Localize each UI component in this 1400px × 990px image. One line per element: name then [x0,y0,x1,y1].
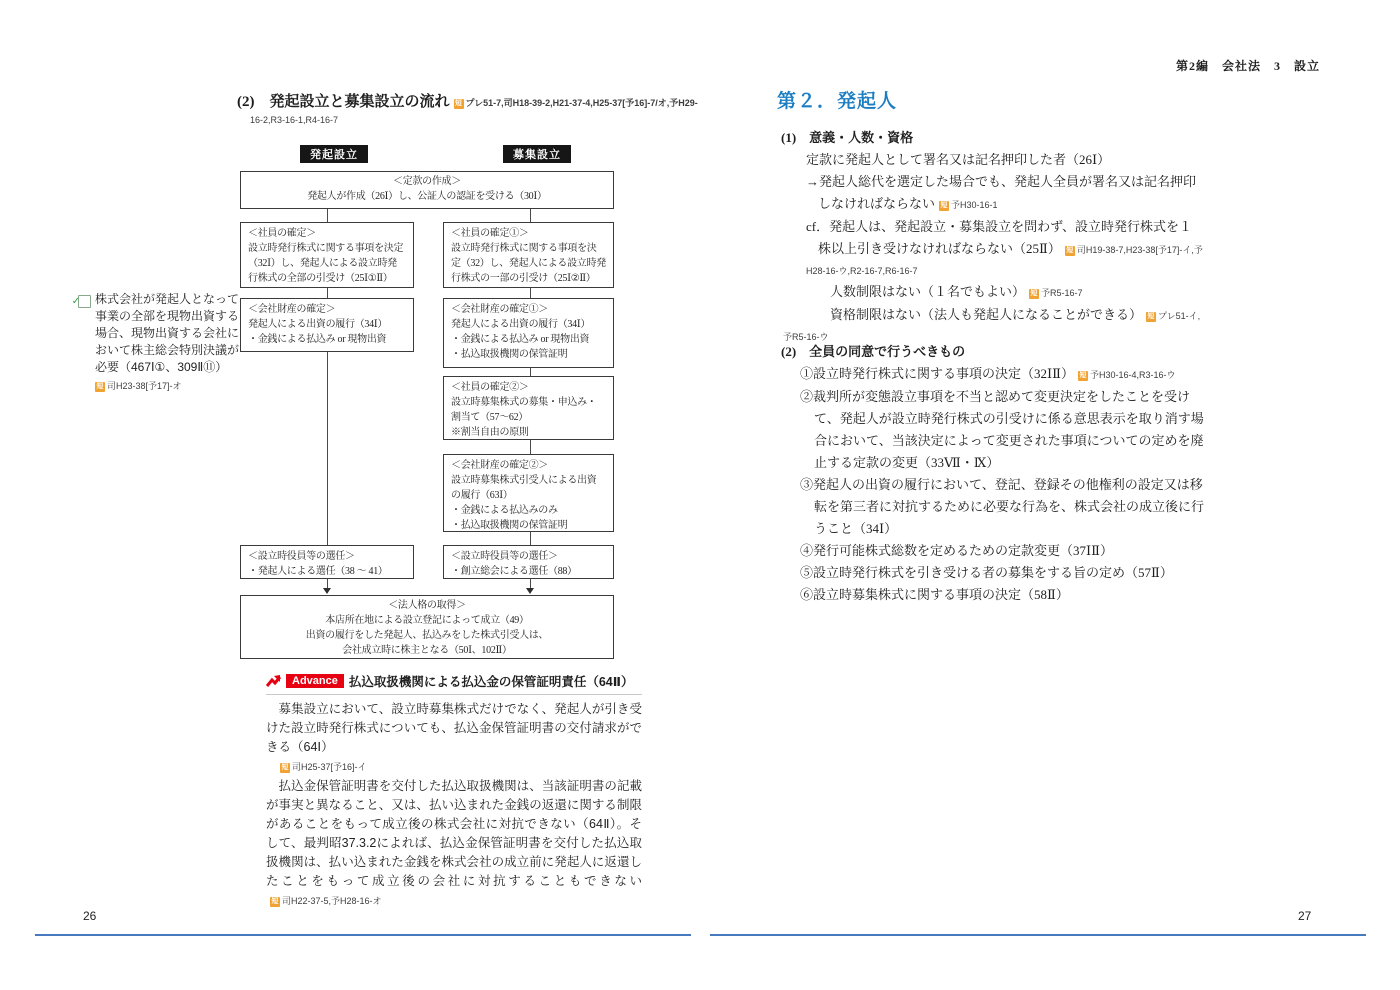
advance-paragraph-2: 払込金保管証明書を交付した払込取扱機関は、当該証明書の記載が事実と異なること、又は、払い込まれた金銭の返還に関する制限があることをもって成立後の株式会社に対抗できない（64Ⅱ）。そして、最判昭37.3.2によれば、払込金保管証明書を交付した払込取扱機関は、払い込まれた金銭を株式会社の成立前に発起人に返還したことをもって成立後の会社に対抗することもできない短 司H22-37-5,予H28-16-オ [266,779,642,906]
footer-rule-left [35,934,691,936]
flowchart-label-boshu: 募集設立 [503,145,571,163]
box-line: 発起人による出資の履行（34Ⅰ） [248,319,388,330]
body-line: ⑤設立時発行株式を引き受ける者の募集をする旨の定め（57Ⅱ） [800,565,1173,580]
box-title: ＜会社財産の確定①＞ [451,304,548,315]
exam-ref: 短 予H30-16-1 [940,200,998,210]
box-title: ＜法人格の取得＞ [388,600,466,611]
connector-line [530,209,531,222]
box-line: ※割当自由の原則 [451,427,529,438]
margin-note-ref: 短 司H23-38[予17]-オ [96,381,182,391]
advance-arrow-icon [266,675,281,688]
section-1 [781,127,1231,347]
box-line: ・払込取扱機関の保管証明 [451,349,568,360]
box-title: ＜設立時役員等の選任＞ [451,551,558,562]
flowchart-label-hokki: 発起設立 [300,145,368,163]
body-line: ②裁判所が変態設立事項を不当と認めて変更決定をしたことを受け [800,389,1191,404]
connector-line [327,288,328,298]
exam-ref: 短 プレ51-イ, [1147,311,1201,321]
box-line: 本店所在地による設立登記によって成立（49） [325,615,529,626]
body-line: 資格制限はない（法人も発起人になることができる） 短 プレ51-イ, [830,307,1201,322]
box-line: 設立時発行株式に関する事項を決定（32）し、発起人による設立時発行株式の一部の引受け（25Ⅰ②Ⅱ） [451,243,606,284]
body-line: 止する定款の変更（33Ⅶ・Ⅸ） [814,455,1000,470]
body-line: ③発起人の出資の履行において、登記、登録その他権利の設定又は移 [800,477,1203,492]
page-number-right: 27 [1298,909,1312,923]
tanto-marker-icon: 短 [1147,313,1155,320]
tanto-marker-icon: 短 [940,202,948,209]
body-line: しなければならない 短 予H30-16-1 [818,196,998,211]
body-line: て、発起人が設立時発行株式の引受けに係る意思表示を取り消す場 [814,411,1204,426]
connector-line [530,288,531,298]
advance-block [266,672,642,911]
box-title: ＜社員の確定＞ [248,228,316,239]
left-section-heading [237,90,698,111]
box-line: 会社成立時に株主となる（50Ⅰ、102Ⅱ） [342,645,512,656]
advance-title: 払込取扱機関による払込金の保管証明責任（64Ⅱ） [348,675,634,689]
flowchart-box-assets1-right [443,298,614,368]
connector-line [530,440,531,454]
footer-rule-right [710,934,1366,936]
tanto-marker-icon: 短 [1066,247,1074,254]
body-line: ⑥設立時募集株式に関する事項の決定（58Ⅱ） [800,587,1069,602]
flowchart-box-articles [240,171,614,209]
box-line: ・金銭による払込み or 現物出資 [451,334,590,345]
box-title: ＜社員の確定①＞ [451,228,529,239]
connector-line [530,532,531,545]
advance-badge: Advance [286,674,344,688]
exam-ref: 短 プレ51-7,司H18-39-2,H21-37-4,H25-37[予16]-7/オ,予H29- [455,98,698,108]
flowchart-box-members-left [240,222,414,288]
exam-ref: 短 司H22-37-5,予H28-16-オ [271,896,382,906]
connector-line [327,352,328,545]
tanto-marker-icon: 短 [455,100,462,107]
flowchart-box-assets-left [240,298,414,352]
box-line: ・創立総会による選任（88） [451,566,577,577]
margin-note-text: 株式会社が発起人となって事業の全部を現物出資する場合、現物出資する会社において株主総会特別決議が必要（467Ⅰ①、309Ⅱ⑪） [95,292,240,374]
page-number-left: 26 [83,909,97,923]
box-line: 発起人が作成（26Ⅰ）し、公証人の認証を受ける（30Ⅰ） [307,191,547,202]
flowchart-box-officers-right [443,545,614,579]
box-title: ＜定款の作成＞ [393,176,461,187]
box-line: 発起人による出資の履行（34Ⅰ） [451,319,591,330]
running-header: 第2編 会社法 3 設立 [1175,59,1320,73]
flowchart-box-incorporation [240,595,614,659]
box-line: ・金銭による払込み or 現物出資 [248,334,387,345]
box-line: ・発起人による選任（38 ～ 41） [248,566,388,577]
box-title: ＜会社財産の確定②＞ [451,460,548,471]
body-line: 合において、当該決定によって変更された事項についての定めを廃 [814,433,1204,448]
connector-line [327,209,328,222]
body-line: 人数制限はない（１名でもよい） 短 予R5-16-7 [830,284,1083,299]
arrow-down-icon [526,588,534,594]
ref-continuation: 予R5-16-ウ [783,332,829,342]
box-line: 設立時募集株式引受人による出資の履行（63Ⅰ） [451,475,597,501]
flowchart-box-officers-left [240,545,414,579]
box-line: 設立時募集株式の募集・申込み・割当て（57～62） [451,397,597,423]
tanto-marker-icon: 短 [1079,372,1087,379]
body-line: ④発行可能株式総数を定めるための定款変更（37ⅠⅡ） [800,543,1113,558]
advance-header [266,672,642,695]
arrow-down-icon [323,588,331,594]
exam-ref: 短 司H19-38-7,H23-38[予17]-イ,予 [1066,245,1203,255]
margin-note [71,291,240,396]
body-line: 定款に発起人として署名又は記名押印した者（26Ⅰ） [806,152,1111,167]
advance-ref-1: 短 司H25-37[予16]-イ [281,762,367,772]
body-line: ①設立時発行株式に関する事項の決定（32ⅠⅡ） 短 予H30-16-4,R3-16-ウ [800,366,1176,381]
section-1-heading: (1) 意義・人数・資格 [781,130,914,145]
tanto-marker-icon: 短 [281,764,289,771]
box-line: ・金銭による払込みのみ [451,505,558,516]
advance-paragraph-1: 募集設立において、設立時募集株式だけでなく、発起人が引き受けた設立時発行株式についても、払込金保管証明書の交付請求ができる（64Ⅰ） [266,702,642,754]
exam-ref: 短 予H30-16-4,R3-16-ウ [1079,370,1176,380]
flowchart-box-members2-right [443,376,614,440]
body-line: →発起人総代を選定した場合でも、発起人全員が署名又は記名押印 [806,174,1197,189]
heading-ref-continuation: 16-2,R3-16-1,R4-16-7 [250,115,339,125]
exam-ref: 短 予R5-16-7 [1030,288,1083,298]
flowchart-box-assets2-right [443,454,614,532]
tanto-marker-icon: 短 [96,383,104,390]
box-title: ＜設立時役員等の選任＞ [248,551,355,562]
flowchart-box-members1-right [443,222,614,288]
box-title: ＜社員の確定②＞ [451,382,529,393]
section-2 [781,341,1231,606]
tanto-marker-icon: 短 [271,898,279,905]
tanto-marker-icon: 短 [1030,290,1038,297]
body-line: 株以上引き受けなければならない（25Ⅱ） 短 司H19-38-7,H23-38[予17]-イ,予 [818,241,1203,256]
box-title: ＜会社財産の確定＞ [248,304,336,315]
section-2-heading: (2) 全員の同意で行うべきもの [781,344,966,359]
ref-continuation: H28-16-ウ,R2-16-7,R6-16-7 [806,266,918,276]
box-line: 設立時発行株式に関する事項を決定（32Ⅰ）し、発起人による設立時発行株式の全部の引受け（25Ⅰ①Ⅱ） [248,243,404,284]
heading-text: (2) 発起設立と募集設立の流れ [237,94,450,110]
body-line: cf．発起人は、発起設立・募集設立を問わず、設立時発行株式を１ [806,219,1193,234]
connector-line [530,368,531,376]
body-line: 転を第三者に対抗するために必要な行為を、株式会社の成立後に行 [814,499,1205,514]
body-line: うこと（34Ⅰ） [814,521,898,536]
section-title: 第２．発起人 [777,91,898,112]
checkbox-icon: ✓ [78,295,91,308]
box-line: 出資の履行をした発起人、払込みをした株式引受人は、 [305,630,549,641]
box-line: ・払込取扱機関の保管証明 [451,520,568,531]
